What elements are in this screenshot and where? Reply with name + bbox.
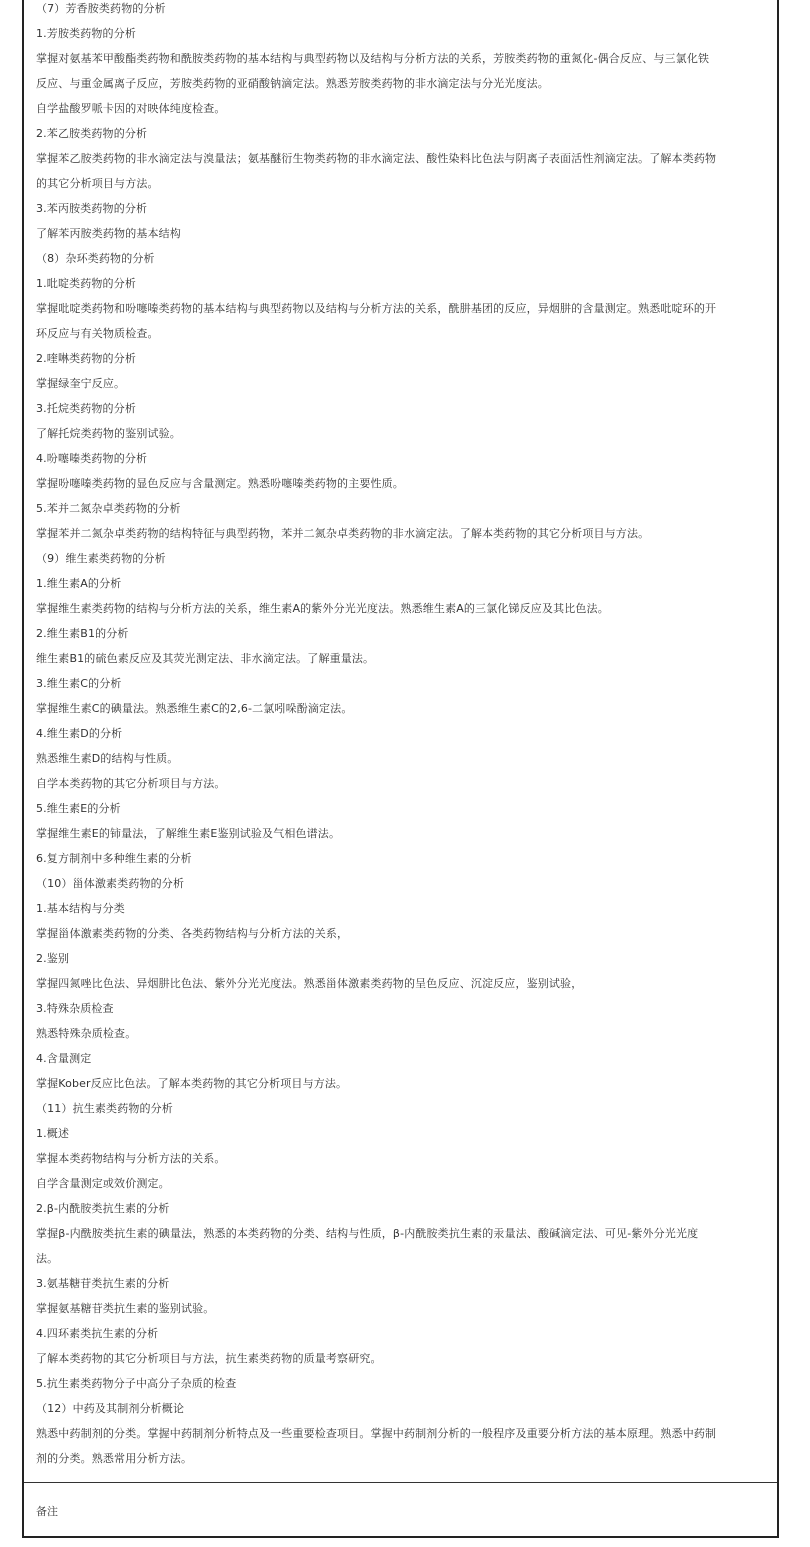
text-line: 维生素B1的硫色素反应及其荧光测定法、非水滴定法。了解重量法。 <box>36 652 375 665</box>
text-line: 掌握甾体激素类药物的分类、各类药物结构与分析方法的关系， <box>36 927 349 940</box>
notes-cell <box>24 1483 777 1538</box>
text-line: 3.氨基糖苷类抗生素的分析 <box>36 1277 170 1290</box>
text-line: （11）抗生素类药物的分析 <box>36 1102 173 1115</box>
text-line: 自学含量测定或效价测定。 <box>36 1177 170 1190</box>
text-line: 掌握吩噻嗪类药物的显色反应与含量测定。熟悉吩噻嗪类药物的主要性质。 <box>36 477 404 490</box>
text-line: 2.维生素B1的分析 <box>36 627 129 640</box>
content-lines <box>36 0 771 1471</box>
text-line: 3.特殊杂质检查 <box>36 1002 114 1015</box>
text-line: 掌握吡啶类药物和吩噻嗪类药物的基本结构与典型药物以及结构与分析方法的关系，酰肼基团的反应，异烟肼的含量测定。熟悉吡啶环的开 <box>36 302 717 315</box>
text-line: 反应、与重金属离子反应，芳胺类药物的亚硝酸钠滴定法。熟悉芳胺类药物的非水滴定法与分光光度法。 <box>36 77 549 90</box>
text-line: 1.概述 <box>36 1127 70 1140</box>
text-line: 掌握Kober反应比色法。了解本类药物的其它分析项目与方法。 <box>36 1077 348 1090</box>
text-line: 4.维生素D的分析 <box>36 727 123 740</box>
text-line: 掌握氨基糖苷类抗生素的鉴别试验。 <box>36 1302 215 1315</box>
text-line: 熟悉维生素D的结构与性质。 <box>36 752 179 765</box>
text-line: 掌握苯乙胺类药物的非水滴定法与溴量法；氨基醚衍生物类药物的非水滴定法、酸性染料比色法与阴离子表面活性剂滴定法。了解本类药物 <box>36 152 717 165</box>
text-line: （9）维生素类药物的分析 <box>36 552 166 565</box>
text-line: 自学盐酸罗哌卡因的对映体纯度检查。 <box>36 102 226 115</box>
text-line: 自学本类药物的其它分析项目与方法。 <box>36 777 226 790</box>
text-line: 掌握β-内酰胺类抗生素的碘量法，熟悉的本类药物的分类、结构与性质，β-内酰胺类抗生素的汞量法、酸碱滴定法、可见-紫外分光光度 <box>36 1227 699 1240</box>
text-line: 掌握对氨基苯甲酸酯类药物和酰胺类药物的基本结构与典型药物以及结构与分析方法的关系，芳胺类药物的重氮化-偶合反应、与三氯化铁 <box>36 52 710 65</box>
text-line: 掌握维生素C的碘量法。熟悉维生素C的2,6-二氯吲哚酚滴定法。 <box>36 702 353 715</box>
text-line: 掌握苯并二氮杂卓类药物的结构特征与典型药物，苯并二氮杂卓类药物的非水滴定法。了解本类药物的其它分析项目与方法。 <box>36 527 650 540</box>
text-line: 了解本类药物的其它分析项目与方法，抗生素类药物的质量考察研究。 <box>36 1352 382 1365</box>
text-line: 6.复方制剂中多种维生素的分析 <box>36 852 192 865</box>
text-line: 了解苯丙胺类药物的基本结构 <box>36 227 181 240</box>
text-line: （7）芳香胺类药物的分析 <box>36 2 166 15</box>
text-line: 5.抗生素类药物分子中高分子杂质的检查 <box>36 1377 237 1390</box>
text-line: 5.苯并二氮杂卓类药物的分析 <box>36 502 181 515</box>
text-line: 4.含量测定 <box>36 1052 92 1065</box>
text-line: 3.苯丙胺类药物的分析 <box>36 202 148 215</box>
text-line: 3.托烷类药物的分析 <box>36 402 136 415</box>
text-line: 掌握绿奎宁反应。 <box>36 377 126 390</box>
text-line: 3.维生素C的分析 <box>36 677 122 690</box>
text-line: 了解托烷类药物的鉴别试验。 <box>36 427 181 440</box>
text-line: 掌握维生素E的铈量法，了解维生素E鉴别试验及气相色谱法。 <box>36 827 341 840</box>
text-line: 1.维生素A的分析 <box>36 577 122 590</box>
text-line: 4.吩噻嗪类药物的分析 <box>36 452 148 465</box>
text-line: 熟悉中药制剂的分类。掌握中药制剂分析特点及一些重要检查项目。掌握中药制剂分析的一般程序及重要分析方法的基本原理。熟悉中药制 <box>36 1427 717 1440</box>
text-line: 的其它分析项目与方法。 <box>36 177 159 190</box>
text-line: 剂的分类。熟悉常用分析方法。 <box>36 1452 193 1465</box>
syllabus-table <box>22 0 779 1538</box>
text-line: 环反应与有关物质检查。 <box>36 327 159 340</box>
text-line: 熟悉特殊杂质检查。 <box>36 1027 137 1040</box>
text-line: （10）甾体激素类药物的分析 <box>36 877 185 890</box>
text-line: 5.维生素E的分析 <box>36 802 121 815</box>
text-line: 1.吡啶类药物的分析 <box>36 277 136 290</box>
text-line: 1.芳胺类药物的分析 <box>36 27 136 40</box>
text-line: 2.喹啉类药物的分析 <box>36 352 136 365</box>
text-line: 2.β-内酰胺类抗生素的分析 <box>36 1202 170 1215</box>
text-line: 4.四环素类抗生素的分析 <box>36 1327 159 1340</box>
text-line: 2.鉴别 <box>36 952 70 965</box>
text-line: （8）杂环类药物的分析 <box>36 252 155 265</box>
text-line: 1.基本结构与分类 <box>36 902 125 915</box>
text-line: 掌握本类药物结构与分析方法的关系。 <box>36 1152 226 1165</box>
text-line: 掌握四氮唑比色法、异烟肼比色法、紫外分光光度法。熟悉甾体激素类药物的呈色反应、沉淀反应，鉴别试验， <box>36 977 583 990</box>
text-line: 2.苯乙胺类药物的分析 <box>36 127 148 140</box>
content-cell <box>24 0 777 1483</box>
notes-label: 备注 <box>36 1505 58 1518</box>
text-line: 法。 <box>36 1252 59 1265</box>
text-line: 掌握维生素类药物的结构与分析方法的关系，维生素A的紫外分光光度法。熟悉维生素A的三氯化锑反应及其比色法。 <box>36 602 609 615</box>
text-line: （12）中药及其制剂分析概论 <box>36 1402 185 1415</box>
